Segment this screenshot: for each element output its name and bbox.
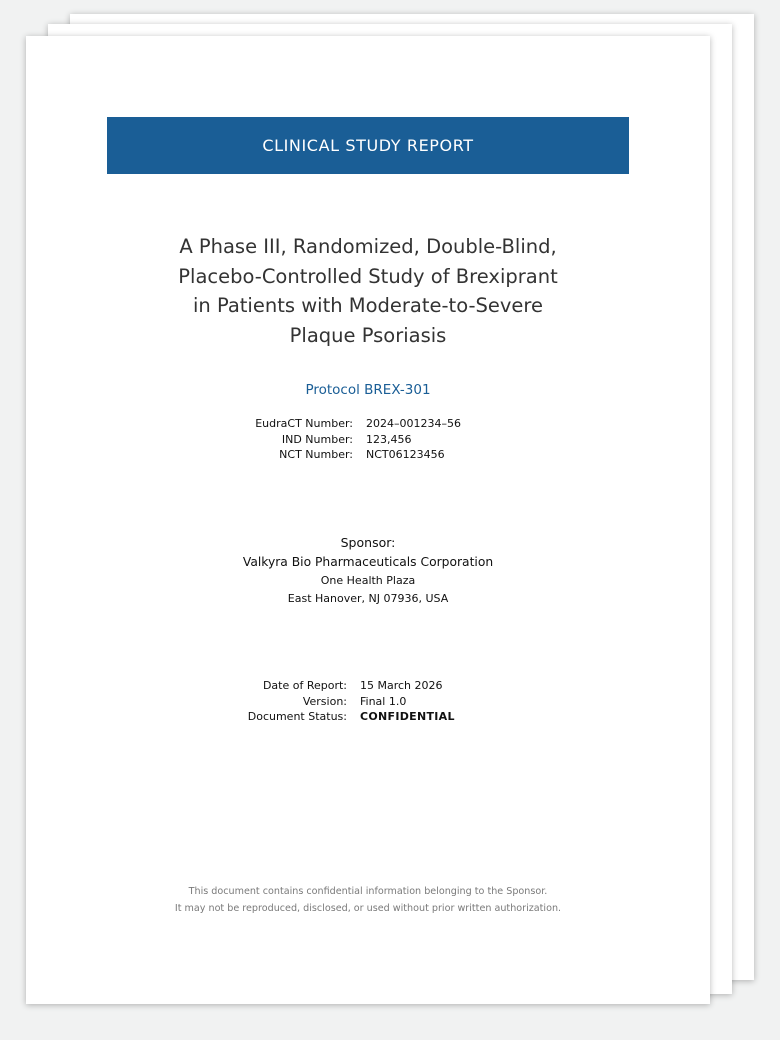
document-status-value: CONFIDENTIAL (360, 710, 455, 723)
confidentiality-notice (26, 884, 710, 917)
notice-line: This document contains confidential information belonging to the Sponsor. (188, 886, 548, 897)
sponsor-address-line: One Health Plaza (320, 574, 416, 587)
report-type-banner: CLINICAL STUDY REPORT (107, 117, 629, 174)
identifier-label: IND Number: (281, 432, 353, 446)
metadata-value: 15 March 2026 (360, 679, 443, 692)
identifier-list (26, 416, 710, 463)
protocol-number: Protocol BREX-301 (305, 382, 431, 398)
metadata-row (26, 694, 710, 710)
identifier-row (26, 432, 710, 448)
report-metadata (26, 678, 710, 725)
identifier-row (26, 416, 710, 432)
study-title (126, 232, 610, 350)
sponsor-address-line: East Hanover, NJ 07936, USA (287, 592, 449, 605)
identifier-row (26, 447, 710, 463)
sponsor-heading: Sponsor: (340, 535, 396, 550)
metadata-label: Document Status: (247, 710, 347, 723)
identifier-label: NCT Number: (279, 448, 353, 461)
metadata-label: Version: (302, 694, 347, 708)
identifier-value: 123,456 (366, 432, 412, 446)
identifier-label: EudraCT Number: (255, 417, 353, 430)
metadata-row (26, 709, 710, 725)
metadata-row (26, 678, 710, 694)
study-title-line: Plaque Psoriasis (289, 323, 447, 347)
study-title-line: in Patients with Moderate-to-Severe (192, 294, 544, 317)
identifier-value: 2024–001234–56 (366, 417, 461, 430)
cover-page (26, 36, 710, 1004)
notice-line: It may not be reproduced, disclosed, or used without prior written authorization. (174, 902, 562, 914)
identifier-value: NCT06123456 (366, 448, 445, 461)
sponsor-name: Valkyra Bio Pharmaceuticals Corporation (242, 555, 494, 569)
metadata-value: Final 1.0 (360, 694, 407, 708)
sponsor-block (26, 534, 710, 608)
study-title-line: A Phase III, Randomized, Double-Blind, (179, 235, 557, 258)
metadata-label: Date of Report: (262, 679, 347, 692)
study-title-line: Placebo-Controlled Study of Brexiprant (178, 264, 558, 288)
